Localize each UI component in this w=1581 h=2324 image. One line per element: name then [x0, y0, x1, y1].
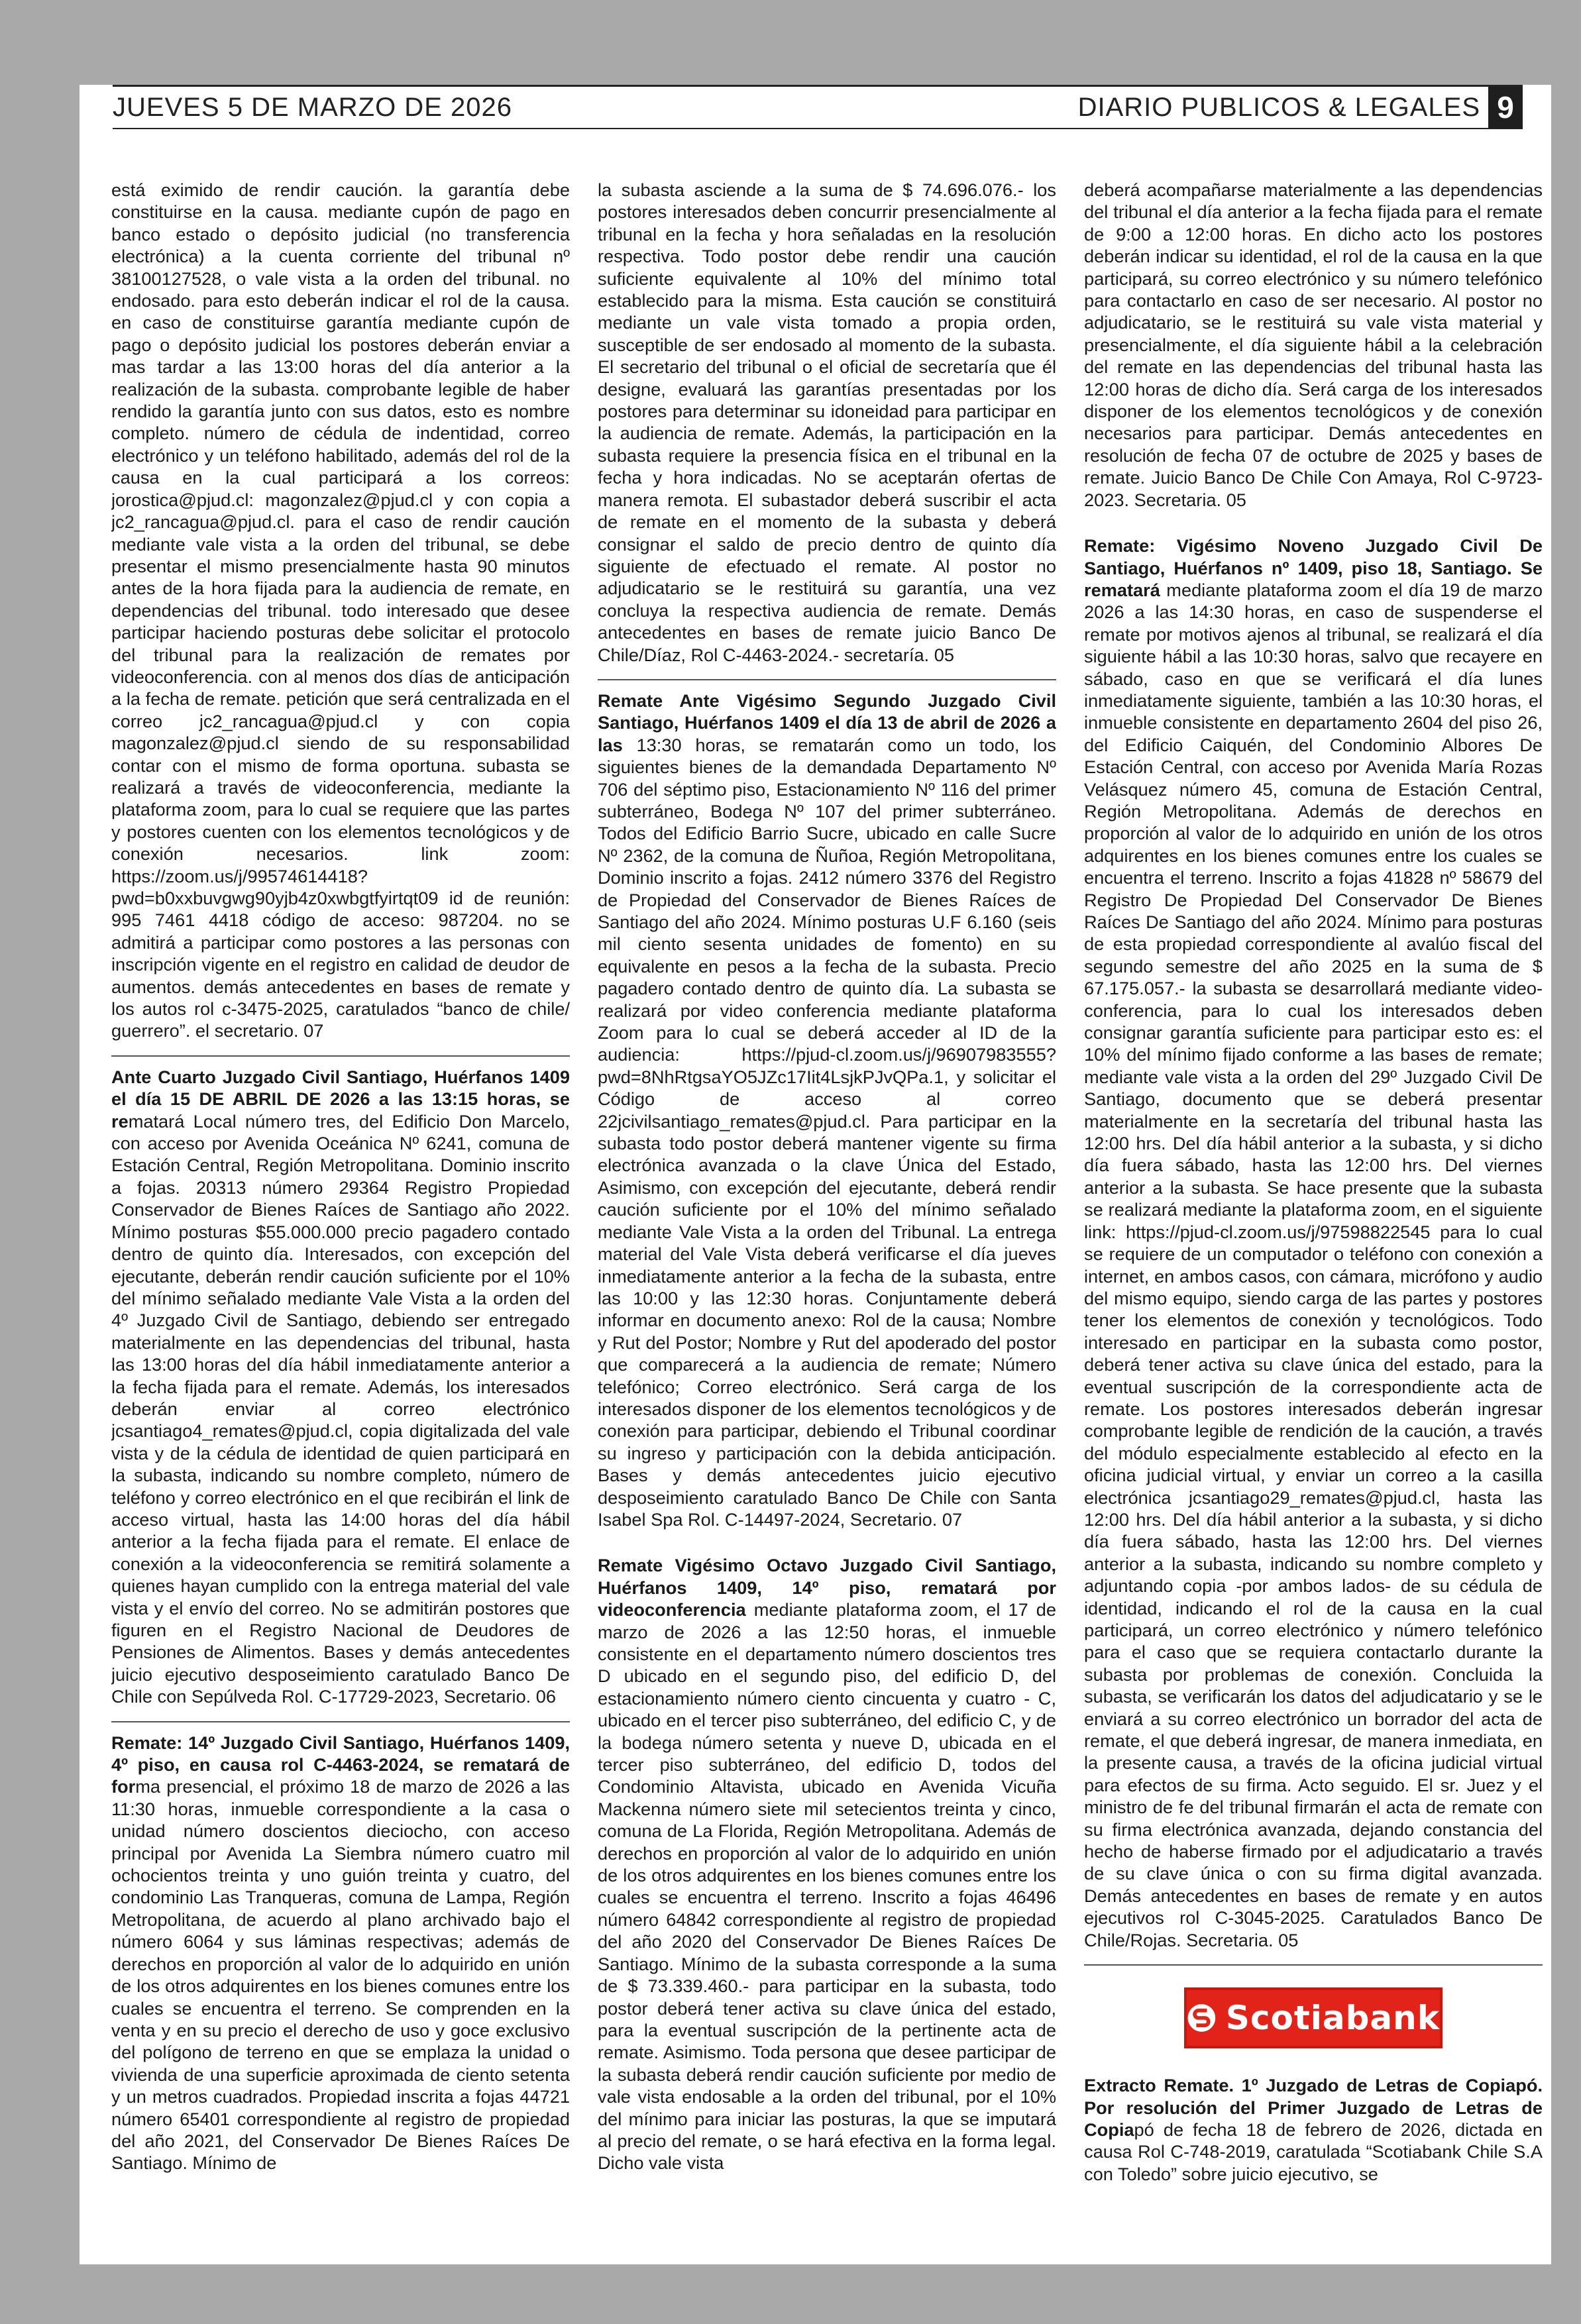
notice-divider	[1084, 1964, 1543, 1966]
page-border-bottom	[0, 2264, 1581, 2324]
page-number: 9	[1488, 87, 1523, 128]
publication-name: DIARIO PUBLICOS & LEGALES	[1077, 92, 1480, 122]
notice-cuarto-juzgado: Ante Cuarto Juzgado Civil Santiago, Huérfanos 1409 el día 15 DE ABRIL DE 2026 a las 13:15 horas, se rematará Local número tres, del Edificio Don Marcelo, con acceso por Avenida Oceánica Nº 6241, comuna de Estación Central, Región Metropolitana. Dominio inscrito a fojas. 20313 número 29364 Registro Propiedad Conservador de Bienes Raíces de Santiago año 2022. Mínimo posturas $55.000.000 precio pagadero contado dentro de quinto día. Interesados, con excepción del ejecutante, deberán rendir caución suficiente por el 10% del mínimo señalado mediante Vale Vista a la orden del 4º Juzgado Civil de Santiago, debiendo ser entregado materialmente en las dependencias del tribunal, hasta las 13:00 horas del día hábil inmediatamente anterior a la fecha fijada para el remate. Además, los interesados deberán enviar al correo electrónico jcsantiago4_remates@pjud.cl, copia digitalizada del vale vista y de la cédula de identidad de quien participará en la subasta, indicando su nombre completo, número de teléfono y correo electrónico en el que recibirán el link de acceso virtual, hasta las 14:00 horas del día hábil anterior a la fecha fijada para el remate. El enlace de conexión a la videoconferencia se remitirá solamente a quienes hayan cumplido con la entrega material del vale vista y el envío del correo. No se admitirán postores que figuren en el Registro Nacional de Deudores de Pensiones de Alimentos. Bases y demás antecedentes juicio ejecutivo desposeimiento caratulado Banco De Chile con Sepúlveda Rol. C-17729-2023, Secretario. 06	[111, 1066, 570, 1707]
notice-continued: la subasta asciende a la suma de $ 74.696.076.- los postores interesados deben concurrir presencialmente al tribunal en la fecha y hora señaladas en la resolución respectiva. Todo postor debe rendir una caución suficiente equivalente al 10% del mínimo total establecido para la misma. Esta caución se constituirá mediante un vale vista tomado a propia orden, susceptible de ser endosado al momento de la subasta. El secretario del tribunal o el oficial de secretaría que él designe, evaluará las garantías presentadas por los postores para determinar su idoneidad para participar en la audiencia de remate. Además, la participación en la subasta requiere la presencia física en el tribunal en la fecha y hora indicadas. No se aceptarán ofertas de manera remota. El subastador deberá suscribir el acta de remate en el momento de la subasta y deberá consignar el saldo de precio dentro de quinto día siguiente de efectuado el remate. Al postor no adjudicatario se le restituirá su garantía, una vez concluya la respectiva audiencia de remate. Demás antecedentes en bases de remate juicio Banco De Chile/Díaz, Rol C-4463-2024.- secretaría. 05	[598, 180, 1056, 665]
notice-heading: Remate: Vigésimo Noveno Juzgado Civil De Santiago, Huérfanos nº 1409, piso 18, Santiago. Se rematará	[1084, 535, 1543, 600]
advertiser-logo-wrap	[1084, 1975, 1543, 2061]
notice-14-juzgado: Remate: 14º Juzgado Civil Santiago, Huérfanos 1409, 4º piso, en causa rol C-4463-2024, se rematará de forma presencial, el próximo 18 de marzo de 2026 a las 11:30 horas, inmueble correspondiente a la casa o unidad número doscientos dieciocho, con acceso principal por Avenida La Siembra número cuatro mil ochocientos treinta y uno guión treinta y cuatro, del condominio Las Tranqueras, comuna de Lampa, Región Metropolitana, de acuerdo al plano archivado bajo el número 6064 y sus láminas respectivas; además de derechos en proporción al valor de lo adquirido en unión de los otros adquirentes en los bienes comunes entre los cuales se encuentra el terreno. Se comprenden en la venta y en su precio el derecho de uso y goce exclusivo del polígono de terreno en que se emplaza la unidad o vivienda de una superficie aproximada de ciento setenta y un metros cuadrados. Propiedad inscrita a fojas 44721 número 65401 correspondiente al registro de propiedad del año 2021, del Conservador De Bienes Raíces De Santiago. Mínimo de	[111, 1732, 570, 2174]
notice-heading: Extracto Remate. 1º Juzgado de Letras de Copiapó. Por resolución del Primer Juzgado de Letras de Copia	[1084, 2075, 1543, 2140]
notice-heading: Remate: 14º Juzgado Civil Santiago, Huérfanos 1409, 4º piso, en causa rol C-4463-2024, se rematará de for	[111, 1732, 570, 1797]
page-border-right	[1551, 0, 1581, 2324]
notice-vigesimo-octavo: Remate Vigésimo Octavo Juzgado Civil Santiago, Huérfanos 1409, 14º piso, rematará por videoconferencia mediante plataforma zoom, el 17 de marzo de 2026 a las 12:50 horas, el inmueble consistente en el departamento número doscientos tres D ubicado en el segundo piso, del edificio D, del estacionamiento número ciento cincuenta y cuatro - C, ubicado en el tercer piso subterráneo, del edificio C, y de la bodega número setenta y nueve D, ubicada en el tercer piso subterráneo, del edificio D, todos del Condominio Altavista, ubicado en Avenida Vicuña Mackenna número siete mil setecientos treinta y cinco, comuna de La Florida, Región Metropolitana. Además de derechos en proporción al valor de lo adquirido en unión de los otros adquirentes en los bienes comunes entre los cuales se encuentra el terreno. Inscrito a fojas 46496 número 64842 correspondiente al registro de propiedad del año 2020 del Conservador De Bienes Raíces De Santiago. Mínimo de la subasta corresponde a la suma de $ 73.339.460.- para participar en la subasta, todo postor deberá tener activa su clave única del estado, para la eventual suscripción de la pertinente acta de remate. Asimismo. Toda persona que desee participar de la subasta deberá rendir caución suficiente por medio de vale vista endosable a la orden del tribunal, por el 10% del mínimo para iniciar las posturas, la que se imputará al precio del remate, o se hará efectiva en la forma legal. Dicho vale vista	[598, 1555, 1056, 2174]
column-2	[598, 179, 1056, 2233]
scotiabank-s-icon	[1187, 1999, 1217, 2036]
notice-vigesimo-noveno: Remate: Vigésimo Noveno Juzgado Civil De Santiago, Huérfanos nº 1409, piso 18, Santiago. Se rematará mediante plataforma zoom el día 19 de marzo 2026 a las 14:30 horas, en caso de suspenderse el remate por motivos ajenos al tribunal, se realizará el día siguiente hábil a las 10:30 horas, salvo que recayere en sábado, caso en que se verificará el día lunes inmediatamente siguiente, también a las 10:30 horas, el inmueble consistente en departamento 2604 del piso 26, del Edificio Caiquén, del Condominio Albores De Estación Central, con acceso por Avenida María Rozas Velásquez número 45, comuna de Estación Central, Región Metropolitana. Además de derechos en proporción al valor de lo adquirido en unión de los otros adquirentes en los bienes comunes entre los cuales se encuentra el terreno. Inscrito a fojas 41828 nº 58679 del Registro De Propiedad Del Conservador De Bienes Raíces De Santiago del año 2024. Mínimo para posturas de esta propiedad correspondiente al avalúo fiscal del segundo semestre del año 2025 en la suma de $ 67.175.057.- la subasta se desarrollará mediante video-conferencia, para lo cual los interesados deben consignar garantía suficiente para participar esto es: el 10% del mínimo fijado conforme a las bases de remate; mediante vale vista a la orden del 29º Juzgado Civil De Santiago, documento que se deberá presentar materialmente en la secretaría del tribunal hasta las 12:00 hrs. Del día hábil anterior a la subasta, y si dicho día fuera sábado, hasta las 12:00 hrs. Del viernes anterior a la subasta. Se hace presente que la subasta se realizará mediante la plataforma zoom, en el siguiente link: https://pjud-cl.zoom.us/j/97598822545 para lo cual se requiere de un computador o teléfono con conexión a internet, en ambos casos, con cámara, micrófono y audio del mismo equipo, siendo carga de las partes y postores tener los elementos de conexión y tecnológicos. Todo interesado en participar en la subasta como postor, deberá tener activa su clave única del estado, para la eventual suscripción de la correspondiente acta de remate. Los postores interesados deberán ingresar comprobante legible de rendición de la caución, a través del módulo especialmente establecido al efecto en la oficina judicial virtual, y enviar un correo a la casilla electrónica jcsantiago29_remates@pjud.cl, hasta las 12:00 hrs. Del día hábil anterior a la subasta, y si dicho día fuera sábado, hasta las 12:00 hrs. Del viernes anterior a la subasta, indicando su nombre completo y adjuntando copia -por ambos lados- de su cédula de identidad, indicando el rol de la causa en la cual participará, un correo electrónico y número telefónico para el caso que se requiera contactarlo durante la subasta por problemas de conexión. Concluida la subasta, se verificarán los datos del adjudicatario y se le enviará a su correo electrónico un borrador del acta de remate, el que deberá ingresar, de manera inmediata, en la presente causa, a través de la oficina judicial virtual para efectos de su firma. Acto seguido. El sr. Juez y el ministro de fe del tribunal firmarán el acta de remate con su firma electrónica avanzada, dejando constancia del hecho de haberse firmado por el adjudicatario a través de su clave única o con su firma digital avanzada. Demás antecedentes en bases de remate y en autos ejecutivos rol C-3045-2025. Caratulados Banco De Chile/Rojas. Secretaria. 05	[1084, 535, 1543, 1950]
notice-heading: Ante Cuarto Juzgado Civil Santiago, Huérfanos 1409 el día 15 DE ABRIL DE 2026 a las 13:15 horas, se re	[111, 1066, 570, 1132]
scotiabank-logo	[1184, 1987, 1443, 2048]
notice-continued: deberá acompañarse materialmente a las dependencias del tribunal el día anterior a la fecha fijada para el remate de 9:00 a 12:00 horas. En dicho acto los postores deberán indicar su identidad, el rol de la causa en la que participará, su correo electrónico y su número telefónico para contactarlo en caso de ser necesario. Al postor no adjudicatario, se le restituirá su vale vista material y presencialmente, el día siguiente hábil a la celebración del remate en las dependencias del tribunal hasta las 12:00 horas de dicho día. Será carga de los interesados disponer de los elementos tecnológicos y de conexión necesarios para participar. Demás antecedentes en resolución de fecha 07 de octubre de 2025 y bases de remate. Juicio Banco De Chile Con Amaya, Rol C-9723-2023. Secretaria. 05	[1084, 180, 1543, 510]
header-right	[1078, 87, 1523, 128]
notice-divider	[598, 679, 1056, 680]
page-border-top	[0, 0, 1581, 85]
notice-heading: Remate Ante Vigésimo Segundo Juzgado Civil Santiago, Huérfanos 1409 el día 13 de abril de 2026 a las	[598, 690, 1056, 755]
page-border-left	[0, 0, 80, 2324]
column-1	[111, 179, 570, 2233]
newspaper-page	[80, 85, 1551, 2264]
notice-divider	[111, 1055, 570, 1057]
notice-copiapo: Extracto Remate. 1º Juzgado de Letras de Copiapó. Por resolución del Primer Juzgado de Letras de Copiapó de fecha 18 de febrero de 2026, dictada en causa Rol C-748-2019, caratulada “Scotiabank Chile S.A con Toledo” sobre juicio ejecutivo, se	[1084, 2075, 1543, 2184]
notice-continued: está eximido de rendir caución. la garantía debe constituirse en la causa. mediante cupón de pago en banco estado o depósito judicial (no transferencia electrónica) a la cuenta corriente del tribunal nº 38100127528, o vale vista a la orden del tribunal. no endosado. para esto deberán indicar el rol de la causa. en caso de constituirse garantía mediante cupón de pago o depósito judicial los postores deberán enviar a mas tardar a las 13:00 horas del día anterior a la realización de la subasta. comprobante legible de haber rendido la garantía junto con sus datos, esto es nombre completo. número de cédula de indentidad, correo electrónico y un teléfono habilitado, además del rol de la causa en la cual participará a los correos: jorostica@pjud.cl: magonzalez@pjud.cl y con copia a jc2_rancagua@pjud.cl. para el caso de rendir caución mediante vale vista a la orden del tribunal, se debe presentar el mismo presencialmente hasta 90 minutos antes de la hora fijada para la audiencia de remate, en dependencias del tribunal. todo interesado que desee participar haciendo posturas debe solicitar el protocolo del tribunal para la realización de remates por videoconferencia. con al menos dos días de anticipación a la fecha de remate. petición que será centralizada en el correo jc2_rancagua@pjud.cl y con copia magonzalez@pjud.cl siendo de su responsabilidad contar con el mismo de forma oportuna. subasta se realizará a través de videoconferencia, mediante la plataforma zoom, para lo cual se requiere que las partes y postores cuenten con los elementos tecnológicos y de conexión necesarios. link zoom: https://zoom.us/j/99574614418?pwd=b0xxbuvgwg90yjb4z0xwbgtfyirtqt09 id de reunión: 995 7461 4418 código de acceso: 987204. no se admitirá a participar como postores a las personas con inscripción vigente en el registro en calidad de deudor de aumentos. demás antecedentes en bases de remate y los autos rol c-3475-2025, caratulados “banco de chile/ guerrero”. el secretario. 07	[111, 180, 570, 1041]
logo-text: Scotiabank	[1225, 1999, 1440, 2038]
columns	[111, 179, 1543, 2233]
issue-date: JUEVES 5 DE MARZO DE 2026	[113, 92, 512, 122]
page-header	[113, 85, 1523, 129]
notice-vigesimo-segundo: Remate Ante Vigésimo Segundo Juzgado Civil Santiago, Huérfanos 1409 el día 13 de abril de 2026 a las 13:30 horas, se rematarán como un todo, los siguientes bienes de la demandada Departamento Nº 706 del séptimo piso, Estacionamiento Nº 116 del primer subterráneo, Bodega Nº 107 del primer subterráneo. Todos del Edificio Barrio Sucre, ubicado en calle Sucre Nº 2362, de la comuna de Ñuñoa, Región Metropolitana, Dominio inscrito a fojas. 2412 número 3376 del Registro de Propiedad del Conservador de Bienes Raíces de Santiago del año 2024. Mínimo posturas U.F 6.160 (seis mil ciento sesenta unidades de fomento) en su equivalente en pesos a la fecha de la subasta. Precio pagadero contado dentro de quinto día. La subasta se realizará por video conferencia mediante plataforma Zoom para lo cual se deberá acceder al ID de la audiencia: https://pjud-cl.zoom.us/j/96907983555?pwd=8NhRtgsaYO5JZc17Iit4LsjkPJvQPa.1, y solicitar el Código de acceso al correo 22jcivilsantiago_remates@pjud.cl. Para participar en la subasta todo postor deberá mantener vigente su firma electrónica avanzada o la clave Única del Estado, Asimismo, con excepción del ejecutante, deberá rendir caución suficiente por el 10% del mínimo señalado mediante Vale Vista a la orden del Tribunal. La entrega material del Vale Vista deberá verificarse el día jueves inmediatamente anterior a la fecha de la subasta, entre las 10:00 y las 12:30 horas. Conjuntamente deberá informar en documento anexo: Rol de la causa; Nombre y Rut del Postor; Nombre y Rut del apoderado del postor que comparecerá a la audiencia de remate; Número telefónico; Correo electrónico. Será carga de los interesados disponer de los elementos tecnológicos y de conexión para participar, debiendo el Tribunal coordinar su ingreso y participación con la debida anticipación. Bases y demás antecedentes juicio ejecutivo desposeimiento caratulado Banco De Chile con Santa Isabel Spa Rol. C-14497-2024, Secretario. 07	[598, 690, 1056, 1530]
notice-divider	[111, 1721, 570, 1722]
column-3	[1084, 179, 1543, 2233]
notice-heading: Remate Vigésimo Octavo Juzgado Civil Santiago, Huérfanos 1409, 14º piso, rematará por videoconferencia	[598, 1555, 1056, 1620]
